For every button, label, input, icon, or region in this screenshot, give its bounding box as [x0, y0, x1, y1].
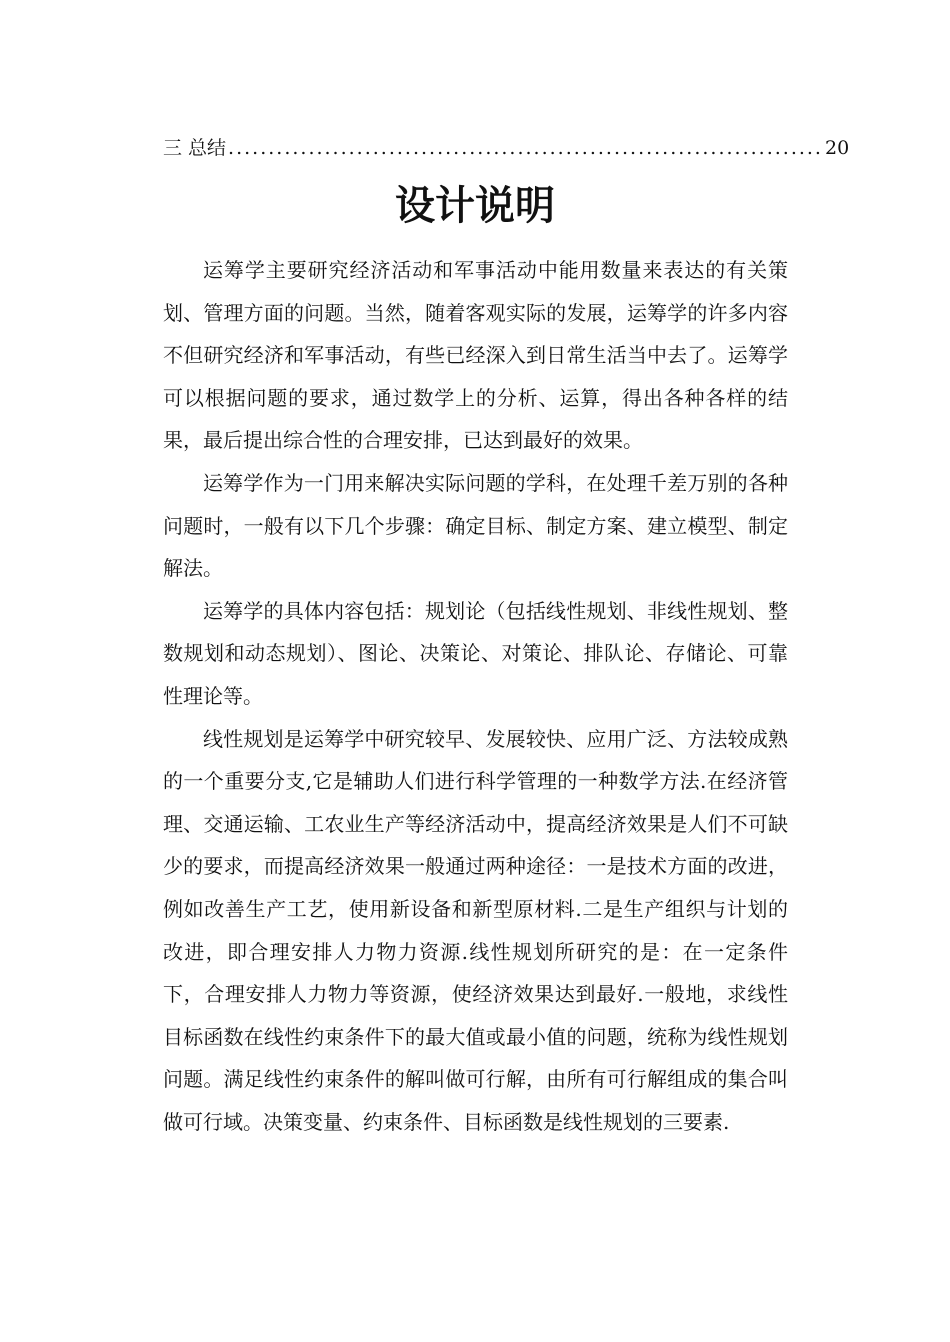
- body-text: [163, 249, 788, 1143]
- toc-entry: [163, 134, 850, 162]
- document-title: 设计说明: [395, 183, 555, 229]
- paragraph-contents: 运筹学的具体内容包括：规划论（包括线性规划、非线性规划、整数规划和动态规划）、图论、决策论、对策论、排队论、存储论、可靠性理论等。: [163, 598, 788, 708]
- toc-dot-leader: ..........................................................................: [228, 137, 823, 159]
- toc-entry-label: 三 总结: [163, 137, 227, 159]
- paragraph-intro: 运筹学主要研究经济活动和军事活动中能用数量来表达的有关策划、管理方面的问题。当然，随着客观实际的发展，运筹学的许多内容不但研究经济和军事活动，有些已经深入到日常生活当中去了。运筹学可以根据问题的要求，通过数学上的分析、运算，得出各种各样的结果，最后提出综合性的合理安排，已达到最好的效果。: [163, 258, 788, 453]
- paragraph-linear-programming: 线性规划是运筹学中研究较早、发展较快、应用广泛、方法较成熟的一个重要分支,它是辅助人们进行科学管理的一种数学方法.在经济管理、交通运输、工农业生产等经济活动中，提高经济效果是人们不可缺少的要求，而提高经济效果一般通过两种途径：一是技术方面的改进，例如改善生产工艺，使用新设备和新型原材料.二是生产组织与计划的改进，即合理安排人力物力资源.线性规划所研究的是：在一定条件下，合理安排人力物力等资源，使经济效果达到最好.一般地，求线性目标函数在线性约束条件下的最大值或最小值的问题，统称为线性规划问题。满足线性约束条件的解叫做可行解，由所有可行解组成的集合叫做可行域。决策变量、约束条件、目标函数是线性规划的三要素.: [163, 726, 788, 1134]
- toc-page-number: 20: [824, 137, 850, 159]
- paragraph-steps: 运筹学作为一门用来解决实际问题的学科，在处理千差万别的各种问题时，一般有以下几个步骤：确定目标、制定方案、建立模型、制定解法。: [163, 470, 788, 581]
